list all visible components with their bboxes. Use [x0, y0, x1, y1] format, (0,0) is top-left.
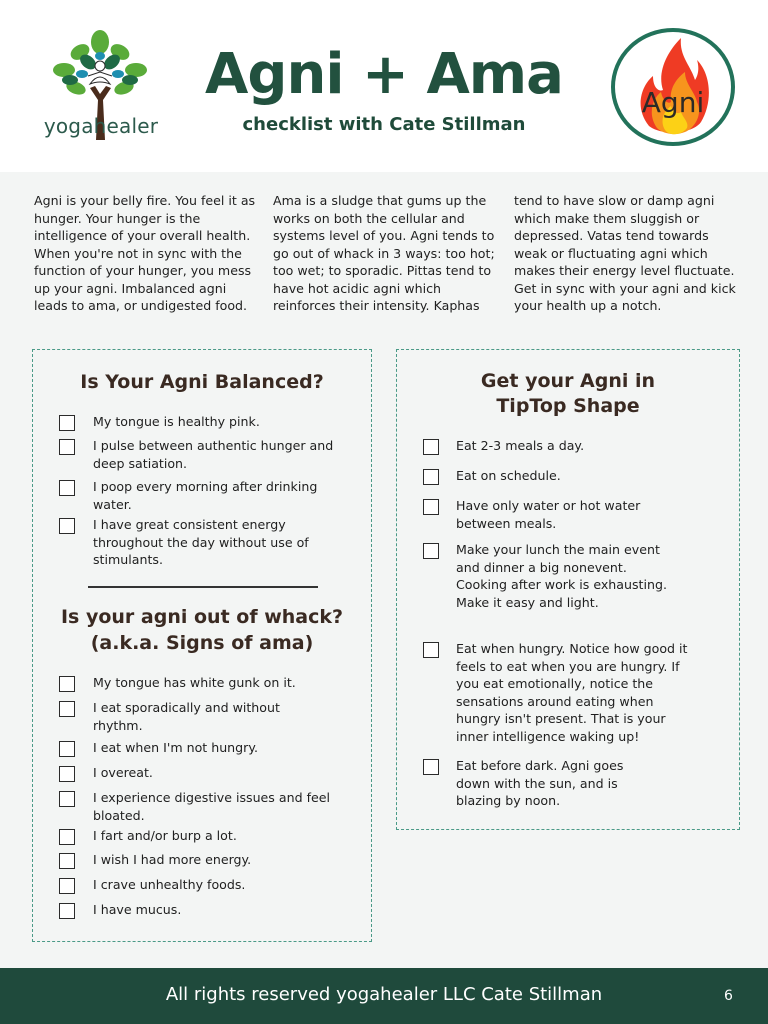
checkbox[interactable] [59, 853, 75, 869]
checkbox[interactable] [59, 518, 75, 534]
checklist-item: I poop every morning after drinking water. [93, 479, 318, 512]
checklist-item: I pulse between authentic hunger and deep satiation. [93, 438, 334, 471]
badge-label: Agni [641, 86, 705, 119]
balanced-heading: Is Your Agni Balanced? [80, 371, 324, 393]
checklist-item: I wish I had more energy. [93, 852, 252, 867]
checkbox[interactable] [423, 469, 439, 485]
checklist-item: My tongue is healthy pink. [93, 414, 260, 429]
checklist-item: I crave unhealthy foods. [93, 877, 246, 892]
footer-copyright: All rights reserved yogahealer LLC Cate Stillman [165, 984, 603, 1005]
checkbox[interactable] [59, 741, 75, 757]
checklist-item: I overeat. [93, 765, 153, 780]
checkbox[interactable] [423, 543, 439, 559]
tiptop-heading-line1: Get your Agni in [480, 370, 656, 392]
checkbox[interactable] [423, 642, 439, 658]
page-number: 6 [724, 988, 733, 1004]
checkbox[interactable] [423, 759, 439, 775]
checklist-item: Eat when hungry. Notice how good it feels to eat when you are hungry. If you eat emotionally, notice the sensations around eating when hungry isn't present. That is your inner intelligence waking up! [456, 641, 688, 744]
checkbox[interactable] [59, 766, 75, 782]
checklist-item: I eat when I'm not hungry. [93, 740, 258, 755]
page-subtitle: checklist with Cate Stillman [242, 114, 526, 135]
checkbox[interactable] [59, 676, 75, 692]
checkbox[interactable] [59, 480, 75, 496]
checkbox[interactable] [59, 439, 75, 455]
checklist-item: I experience digestive issues and feel bloated. [93, 790, 330, 823]
checklist-item: I have mucus. [93, 902, 182, 917]
checklist-item: Eat before dark. Agni goes down with the sun, and is blazing by noon. [456, 758, 624, 808]
checklist-item: I fart and/or burp a lot. [93, 828, 237, 843]
checkbox[interactable] [59, 903, 75, 919]
checklist-item: Have only water or hot water between meals. [456, 498, 641, 531]
page-title: Agni + Ama [205, 42, 563, 107]
checkbox[interactable] [423, 439, 439, 455]
checklist-item: I eat sporadically and without rhythm. [93, 700, 280, 733]
checkbox[interactable] [59, 415, 75, 431]
checklist-item: Eat 2-3 meals a day. [456, 438, 585, 453]
tiptop-heading-line2: TipTop Shape [496, 395, 640, 417]
checkbox[interactable] [59, 701, 75, 717]
intro-column-1: Agni is your belly fire. You feel it as hunger. Your hunger is the intelligence of your overall health. When you're not in sync with the function of your hunger, you mess up your agni. Imbalanced agni leads to ama, or undigested food. [34, 193, 256, 313]
checklist-item: I have great consistent energy throughout the day without use of stimulants. [93, 517, 309, 567]
checkbox[interactable] [423, 499, 439, 515]
checklist-item: My tongue has white gunk on it. [93, 675, 296, 690]
whack-heading-line1: Is your agni out of whack? [60, 606, 344, 628]
intro-column-3: tend to have slow or damp agni which make them sluggish or depressed. Vatas tend towards weak or fluctuating agni which makes their energy level fluctuate. Get in sync with your agni and kick your health up a notch. [514, 193, 736, 313]
checklist-item: Eat on schedule. [456, 468, 561, 483]
checklist-item: Make your lunch the main event and dinner a big nonevent. Cooking after work is exhausting. Make it easy and light. [456, 542, 667, 610]
logo-text: yogahealer [43, 114, 159, 138]
whack-heading-line2: (a.k.a. Signs of ama) [90, 632, 314, 654]
checkbox[interactable] [59, 791, 75, 807]
checkbox[interactable] [59, 878, 75, 894]
section-divider [88, 586, 318, 588]
checkbox[interactable] [59, 829, 75, 845]
intro-column-2: Ama is a sludge that gums up the works on both the cellular and systems level of you. Agni tends to go out of whack in 3 ways: too hot; too wet; to sporadic. Pittas tend to have hot acidic agni which reinforces their intensity. Kaphas [273, 193, 495, 313]
